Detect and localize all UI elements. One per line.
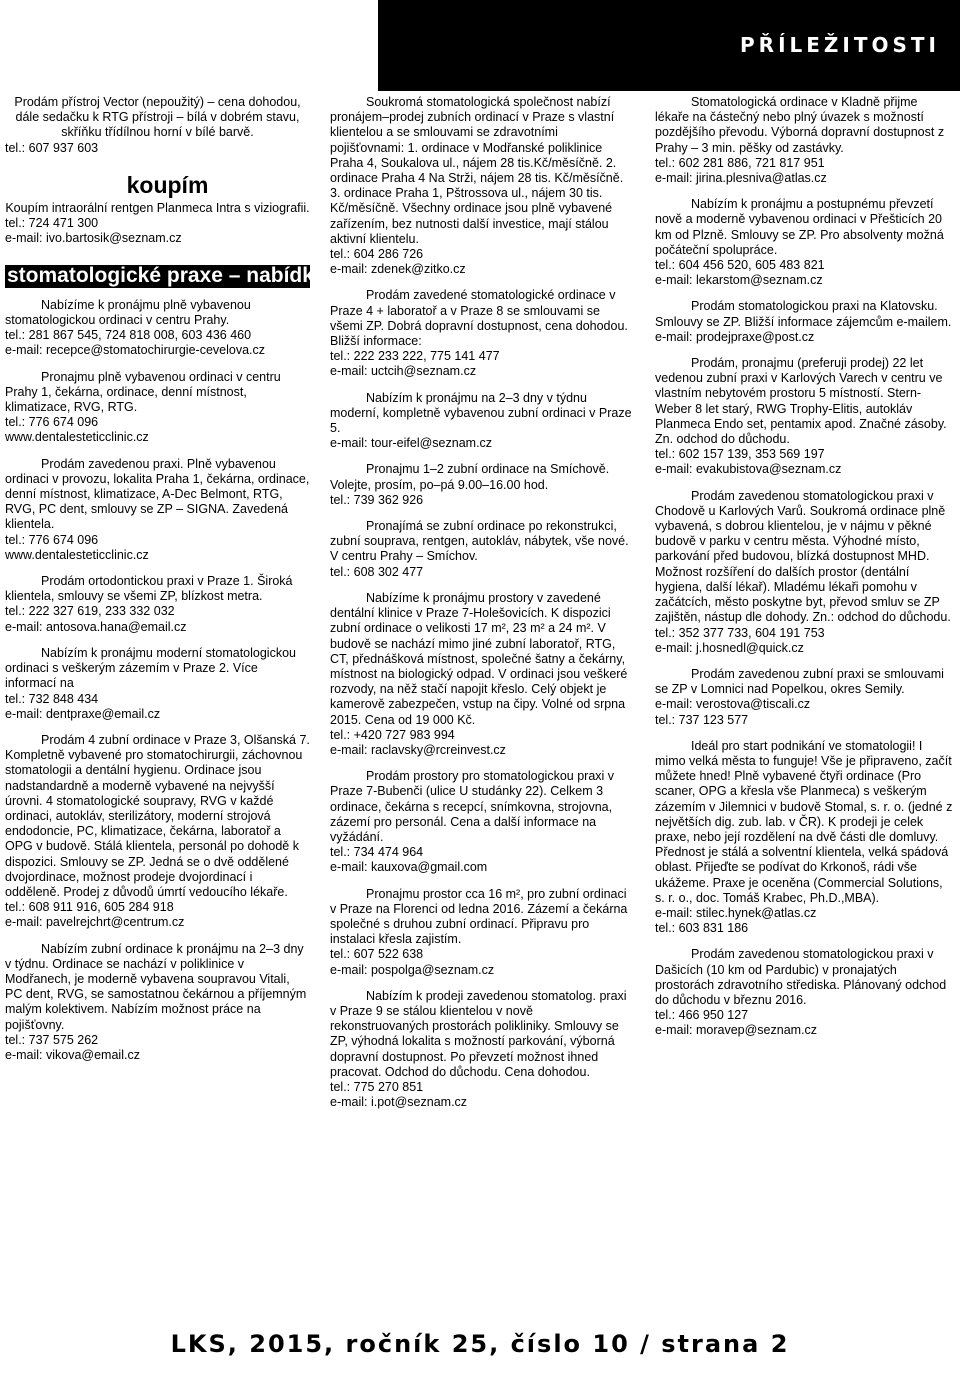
ad-list <box>655 95 955 1039</box>
ad-contact: e-mail: antosova.hana@email.cz <box>5 619 187 634</box>
ad-item <box>655 667 955 728</box>
ad-contact: e-mail: pospolga@seznam.cz <box>330 962 495 977</box>
ad-contact: tel.: 608 911 916, 605 284 918 <box>5 900 174 915</box>
ad-contact: www.dentalesteticclinic.cz <box>5 547 149 562</box>
ad-contact: e-mail: j.hosnedl@quick.cz <box>655 640 804 655</box>
ad-contact: e-mail: raclavsky@rcreinvest.cz <box>330 742 506 757</box>
ad-contact: tel.: 604 456 520, 605 483 821 <box>655 258 825 273</box>
ad-contact: tel.: 732 848 434 <box>5 691 99 706</box>
ad-text: Nabízíme k pronájmu plně vybavenou stomatologickou ordinaci v centru Prahy. <box>5 297 251 328</box>
ad-text: Koupím intraorální rentgen Planmeca Intra s viziografii. <box>5 201 310 216</box>
ad-contact: www.dentalesteticclinic.cz <box>5 430 149 445</box>
ad-contact: tel.: +420 727 983 994 <box>330 727 455 742</box>
ad-text: Pronajmu 1–2 zubní ordinace na Smíchově. Volejte, prosím, po–pá 9.00–16.00 hod. <box>330 462 610 492</box>
ad-contact: e-mail: vikova@email.cz <box>5 1047 140 1062</box>
ad-item <box>5 95 310 156</box>
ad-contact: e-mail: jirina.plesniva@atlas.cz <box>655 171 827 186</box>
ad-item <box>655 739 955 937</box>
ad-text: Prodám přístroj Vector (nepoužitý) – cena dohodou, dále sedačku k RTG přístroji – bílá v dobrém stavu, skříňku třídílnou horní v bílé barvě. <box>14 95 301 140</box>
ad-contact: tel.: 737 123 577 <box>655 712 749 727</box>
ad-text: Prodám zavedenou stomatologickou praxi v Chodově u Karlových Varů. Soukromá ordinace plně vybavená, s dobrou klientelou, je v nájmu v pěkné budově v parku v centru města. Výhodné místo, parkování před budovou, blízká dostupnost MHD. Možnost rozšíření do dalších prostor (dentální hygiena, další lékař). Mladému lékaři pomohu v začátcích, město poskytne byt, převod smluv se ZP zajištěn, nástup dle dohody. Zn.: odchod do důchodu. <box>655 488 951 625</box>
ad-item <box>5 298 310 359</box>
ad-text: Pronajmu prostor cca 16 m², pro zubní ordinaci v Praze na Florenci od ledna 2016. Zázemí a čekárna společné s druhou zubní ordinací. Připravu pro instalaci křesla zajistím. <box>330 886 628 947</box>
ad-contact: tel.: 281 867 545, 724 818 008, 603 436 460 <box>5 328 252 343</box>
ad-contact: e-mail: i.pot@seznam.cz <box>330 1095 468 1110</box>
ad-text: Stomatologická ordinace v Kladně přijme lékaře na částečný nebo plný úvazek s možností pozdějšího převodu. Výborná dopravní dostupnost z Prahy – 3 min. pěšky od zastávky. <box>655 95 945 155</box>
ad-item <box>330 989 632 1111</box>
ad-item <box>655 197 955 288</box>
ad-text: Nabízím k pronájmu na 2–3 dny v týdnu moderní, kompletně vybavenou zubní ordinaci v Praze 5. <box>330 390 632 436</box>
ad-contact: tel.: 739 362 926 <box>330 492 424 507</box>
ad-contact: e-mail: recepce@stomatochirurgie-cevelova.cz <box>5 343 266 358</box>
column-right <box>655 95 955 1050</box>
ad-item <box>330 288 632 379</box>
ad-contact: tel.: 604 286 726 <box>330 247 424 262</box>
ad-text: Prodám 4 zubní ordinace v Praze 3, Olšanská 7. Kompletně vybavené pro stomatochirurgii, záchovnou stomatologii a dentální hygienu. Ordinace jsou nadstandardně a moderně vybavené na nejvyšší úrovni. 4 stomatologické soupravy, RVG v každé ordinaci, autokláv, sterilizátory, moderní strojová endodoncie, PC, klimatizace, čekárna, laboratoř a OPG v budově. Stálá klientela, personál po dohodě k dispozici. Smlouvy se ZP. Jedná se o dvě oddělené dvojordinace, možnost prodeje dvojordinací i odděleně. Prodej z důvodů úmrtí vedoucího lékaře. <box>5 732 310 899</box>
ad-contact: tel.: 737 575 262 <box>5 1032 99 1047</box>
ad-item <box>330 769 632 875</box>
ad-text: Prodám zavedenou praxi. Plně vybavenou ordinaci v provozu, lokalita Praha 1, čekárna, ordinace, denní místnost, klimatizace, A-Dec Belmont, RTG, RVG, PC dent, smlouvy se ZP – SIGNA. Zavedená klientela. <box>5 456 310 532</box>
ad-contact: e-mail: verostova@tiscali.cz <box>655 697 811 712</box>
ad-text: Nabízím zubní ordinace k pronájmu na 2–3 dny v týdnu. Ordinace se nachází v poliklinice v Modřanech, je moderně vybavena soupravou Vitali, PC dent, RVG, se samostatnou čekárnou a příjemným malým kolektivem. Nabízím možnost práce na pojišťovny. <box>5 941 307 1032</box>
ad-item <box>330 462 632 508</box>
ad-text: Nabízím k prodeji zavedenou stomatolog. praxi v Praze 9 se stálou klientelou v nově rekonstruovaných prostorách polikliniky. Smlouvy se ZP, výhodná lokalita s možností parkování, výborná dopravní dostupnost. Po převzetí možnost ihned pracovat. Odchod do důchodu. Cena dohodou. <box>330 988 627 1079</box>
ad-contact: tel.: 776 674 096 <box>5 532 99 547</box>
ad-item <box>5 574 310 635</box>
ad-text: Prodám ortodontickou praxi v Praze 1. Široká klientela, smlouvy se všemi ZP, blízkost metra. <box>5 574 293 604</box>
ad-contact: tel.: 603 831 186 <box>655 921 749 936</box>
ad-item <box>655 356 955 478</box>
ad-contact: e-mail: zdenek@zitko.cz <box>330 262 466 277</box>
ad-contact: e-mail: uctcih@seznam.cz <box>330 364 477 379</box>
ad-item <box>5 201 310 247</box>
ad-contact: e-mail: lekarstom@seznam.cz <box>655 273 823 288</box>
ad-item <box>655 95 955 186</box>
ad-contact: e-mail: evakubistova@seznam.cz <box>655 462 842 477</box>
ad-contact: e-mail: dentpraxe@email.cz <box>5 706 161 721</box>
ad-contact: e-mail: pavelrejchrt@centrum.cz <box>5 915 185 930</box>
ad-item <box>5 457 310 563</box>
ad-text: Prodám zavedenou stomatologickou praxi v Dašicích (10 km od Pardubic) v pronajatých prostorách zdravotního střediska. Plánovaný odchod do důchodu v březnu 2016. <box>655 947 947 1007</box>
ad-contact: e-mail: stilec.hynek@atlas.cz <box>655 905 817 920</box>
ad-item <box>330 887 632 978</box>
ad-text: Ideál pro start podnikání ve stomatologii! I mimo velká města to funguje! Vše je připraveno, začít můžete hned! Plně vybavené čtyři ordinace (Pro scaner, OPG a křesla vše Planmeca) s veškerým zázemím v Jilemnici v budově Stomal, s. r. o. (jedné z největších dig. zub. lab. v ČR). K prodeji je celek praxe, nebo její rozdělení na dvě části dle domluvy. Přednost je stálá a solventní klientela, velká spádová oblast. Přijeďte se podívat do Krkonoš, rádi vše ukážeme. Praxe je oceněna (Commercial Solutions, s. r. o., doc. Tomáš Krabec, Ph.D.,MBA). <box>655 738 953 905</box>
ad-item <box>5 646 310 722</box>
ad-text: Soukromá stomatologická společnost nabízí pronájem–prodej zubních ordinací v Praze s vlastní klientelou a se smlouvami se zdravotními pojišťovnami: 1. ordinace v Modřanské poliklinice Praha 4, Soukalova ul., nájem 28 tis.Kč/měsíčně. 2. ordinace Praha 4 Na Strži, nájem 28 tis. Kč/měsíčně. 3. ordinace Praha 1, Pštrossova ul., nájem 30 tis. Kč/měsíčně. Všechny ordinace jsou plně vybavené zařízením, bez nutnosti další investice, mají stálou aktivní klientelu. <box>330 95 624 246</box>
ad-text: Prodám stomatologickou praxi na Klatovsku. Smlouvy se ZP. Bližší informace zájemcům e-mailem. <box>655 299 952 329</box>
ad-item <box>655 947 955 1038</box>
ad-text: Nabízíme k pronájmu prostory v zavedené dentální klinice v Praze 7-Holešovicích. K dispozici zubní ordinace o velikosti 17 m², 23 m² a 24 m². V budově se nachází mimo jiné zubní laboratoř, RTG, CT, přednášková místnost, společné šatny a čekárny, místnost na biologický odpad. V ordinaci jsou veškeré rozvody, na něž stačí napojit křeslo. Celý objekt je kamerově zabezpečen, vstup na čipy. Volné od srpna 2015. Cena od 19 000 Kč. <box>330 590 628 727</box>
ad-list <box>330 95 632 1110</box>
ad-contact: tel.: 608 302 477 <box>330 564 424 579</box>
ad-item <box>655 299 955 345</box>
ad-text: Nabízím k pronájmu moderní stomatologickou ordinaci s veškerým zázemím v Praze 2. Více informací na <box>5 645 296 691</box>
ad-item <box>5 370 310 446</box>
ad-contact: tel.: 222 327 619, 233 332 032 <box>5 604 175 619</box>
ad-text: Prodám zavedenou zubní praxi se smlouvami se ZP v Lomnici nad Popelkou, okres Semily. <box>655 666 944 697</box>
ad-item <box>5 942 310 1064</box>
ad-contact: tel.: 466 950 127 <box>655 1008 749 1023</box>
ad-contact: e-mail: moravep@seznam.cz <box>655 1023 818 1038</box>
ad-contact: tel.: 602 281 886, 721 817 951 <box>655 155 825 170</box>
ad-contact: tel.: 724 471 300 <box>5 216 99 231</box>
ad-text: Nabízím k pronájmu a postupnému převzetí nově a moderně vybavenou ordinaci v Přešticích 20 km od Plzně. Smlouvy se ZP. Pro absolventy možná počáteční spolupráce. <box>655 197 944 257</box>
ad-contact: e-mail: ivo.bartosik@seznam.cz <box>5 231 182 246</box>
ad-contact: e-mail: tour-eifel@seznam.cz <box>330 436 493 451</box>
ad-contact: tel.: 775 270 851 <box>330 1079 424 1094</box>
ad-text: Prodám prostory pro stomatologickou praxi v Praze 7-Bubenči (ulice U studánky 22). Celkem 3 ordinace, čekárna s recepcí, snímkovna, strojovna, zázemí pro personál. Cena a další informace na vyžádání. <box>330 769 615 844</box>
ad-contact: tel.: 222 233 222, 775 141 477 <box>330 349 500 364</box>
ad-contact: e-mail: prodejpraxe@post.cz <box>655 329 815 344</box>
ad-list <box>5 298 310 1063</box>
ad-text: Prodám zavedené stomatologické ordinace v Praze 4 + laboratoř a v Praze 8 se smlouvami se všemi ZP. Dobrá dopravní dostupnost, cena dohodou. Bližší informace: <box>330 288 628 349</box>
section-title: PŘÍLEŽITOSTI <box>740 33 940 57</box>
column-left <box>5 95 326 1074</box>
ad-contact: e-mail: kauxova@gmail.com <box>330 860 488 875</box>
column-middle <box>330 95 632 1121</box>
heading-koupim: koupím <box>126 171 209 198</box>
ad-contact: tel.: 602 157 139, 353 569 197 <box>655 447 825 462</box>
ad-item <box>655 489 955 656</box>
ad-text: Pronajmu plně vybavenou ordinaci v centru Prahy 1, čekárna, ordinace, denní místnost, klimatizace, RVG, RTG. <box>5 369 281 415</box>
page-footer: LKS, 2015, ročník 25, číslo 10 / strana 2 <box>170 1330 790 1358</box>
ad-item <box>330 591 632 758</box>
ad-contact: tel.: 607 937 603 <box>5 140 99 155</box>
ad-contact: tel.: 776 674 096 <box>5 415 99 430</box>
ad-item <box>5 733 310 931</box>
ad-text: Pronajímá se zubní ordinace po rekonstrukci, zubní souprava, rentgen, autokláv, nábytek, vše nové. V centru Prahy – Smíchov. <box>330 519 629 564</box>
ad-contact: tel.: 734 474 964 <box>330 845 424 860</box>
ad-contact: tel.: 607 522 638 <box>330 947 424 962</box>
ad-contact: tel.: 352 377 733, 604 191 753 <box>655 625 825 640</box>
ad-item <box>330 519 632 580</box>
ad-item <box>330 391 632 452</box>
heading-praxe-nabidka: stomatologické praxe – nabídka <box>7 263 326 287</box>
section-header <box>378 0 960 91</box>
ad-item <box>330 95 632 277</box>
ad-text: Prodám, pronajmu (preferuji prodej) 22 let vedenou zubní praxi v Karlových Varech v centru ve vlastním nebytovém prostoru 5 místností. Stern-Weber 8 let starý, RWG Trophy-Elitis, autokláv Planmeca Endo set, pentamix apod. Značné zásoby. Zn. odchod do důchodu. <box>655 356 947 447</box>
